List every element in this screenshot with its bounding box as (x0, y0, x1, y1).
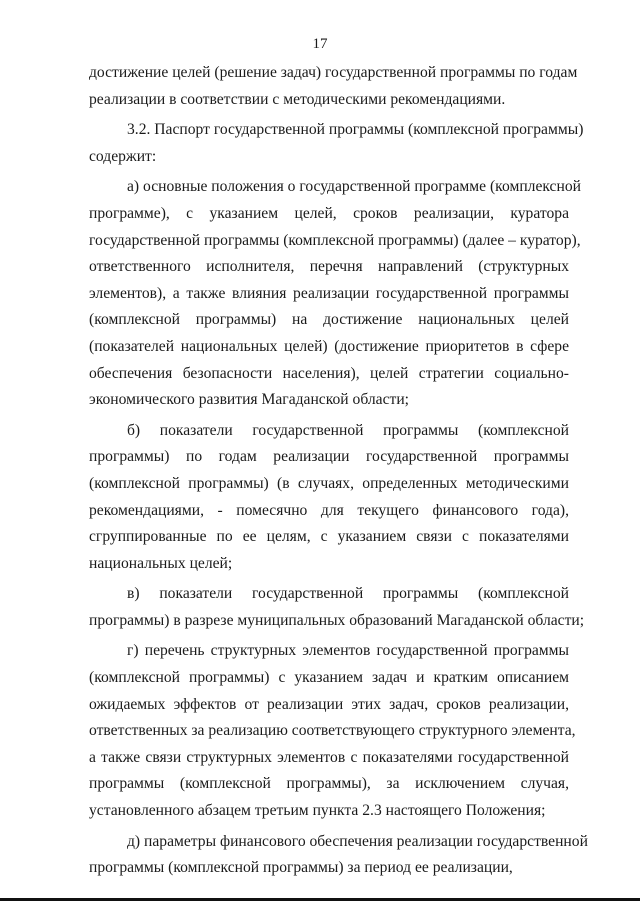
text-line: г) перечень структурных элементов государственной программы (127, 642, 569, 660)
text-line: программы (комплексной программы), за исключением случая, (89, 775, 569, 793)
paragraph (89, 174, 581, 413)
text-line: обеспечения безопасности населения), целей стратегии социально- (89, 364, 569, 382)
text-line: элементов), а также влияния реализации государственной программы (89, 284, 569, 302)
text-line: д) параметры финансового обеспечения реализации государственной (127, 832, 588, 850)
paragraph (89, 418, 569, 578)
text-line: содержит: (89, 147, 157, 165)
text-line: (комплексной программы) на достижение национальных целей (89, 311, 569, 329)
text-line: программы) в разрезе муниципальных образований Магаданской области; (89, 611, 585, 629)
text-line: (комплексной программы) с указанием задач и кратким описанием (89, 669, 569, 687)
document-body (89, 60, 588, 882)
text-line: а также связи структурных элементов с показателями государственной (89, 748, 569, 766)
text-line: реализации в соответствии с методическими рекомендациями. (89, 90, 506, 108)
text-line: 3.2. Паспорт государственной программы (комплексной программы) (127, 121, 584, 139)
paragraph (89, 117, 584, 170)
text-line: ответственных за реализацию соответствующего структурного элемента, (89, 722, 576, 740)
text-line: достижение целей (решение задач) государственной программы по годам (89, 64, 578, 81)
text-line: программе), с указанием целей, сроков реализации, куратора (89, 204, 569, 222)
text-line: экономического развития Магаданской области; (89, 391, 410, 409)
text-line: государственной программы (комплексной программы) (далее – куратор), (89, 231, 581, 249)
text-line: а) основные положения о государственной программе (комплексной (127, 178, 581, 196)
text-line: в) показатели государственной программы (комплексной (127, 585, 569, 603)
text-line: ответственного исполнителя, перечня направлений (структурных (89, 258, 569, 276)
text-line: б) показатели государственной программы (комплексной (127, 421, 569, 439)
paragraph (89, 638, 576, 824)
text-line: (показателей национальных целей) (достижение приоритетов в сфере (89, 337, 569, 355)
text-line: ожидаемых эффектов от реализации этих задач, сроков реализации, (89, 695, 569, 713)
text-line: установленного абзацем третьим пункта 2.3 настоящего Положения; (89, 802, 546, 820)
text-line: программы) по годам реализации государственной программы (89, 448, 569, 466)
text-line: национальных целей; (89, 554, 233, 572)
text-line: программы (комплексной программы) за период ее реализации, (89, 859, 513, 877)
text-line: (комплексной программы) (в случаях, определенных методическими (89, 474, 569, 492)
paragraph (89, 60, 578, 113)
text-line: сгруппированные по ее целям, с указанием связи с показателями (89, 528, 569, 546)
page-number: 17 (312, 36, 328, 52)
page-bottom-border (0, 898, 640, 901)
paragraph (89, 829, 588, 882)
paragraph (89, 581, 585, 634)
text-line: рекомендациями, - помесячно для текущего финансового года), (89, 501, 569, 519)
